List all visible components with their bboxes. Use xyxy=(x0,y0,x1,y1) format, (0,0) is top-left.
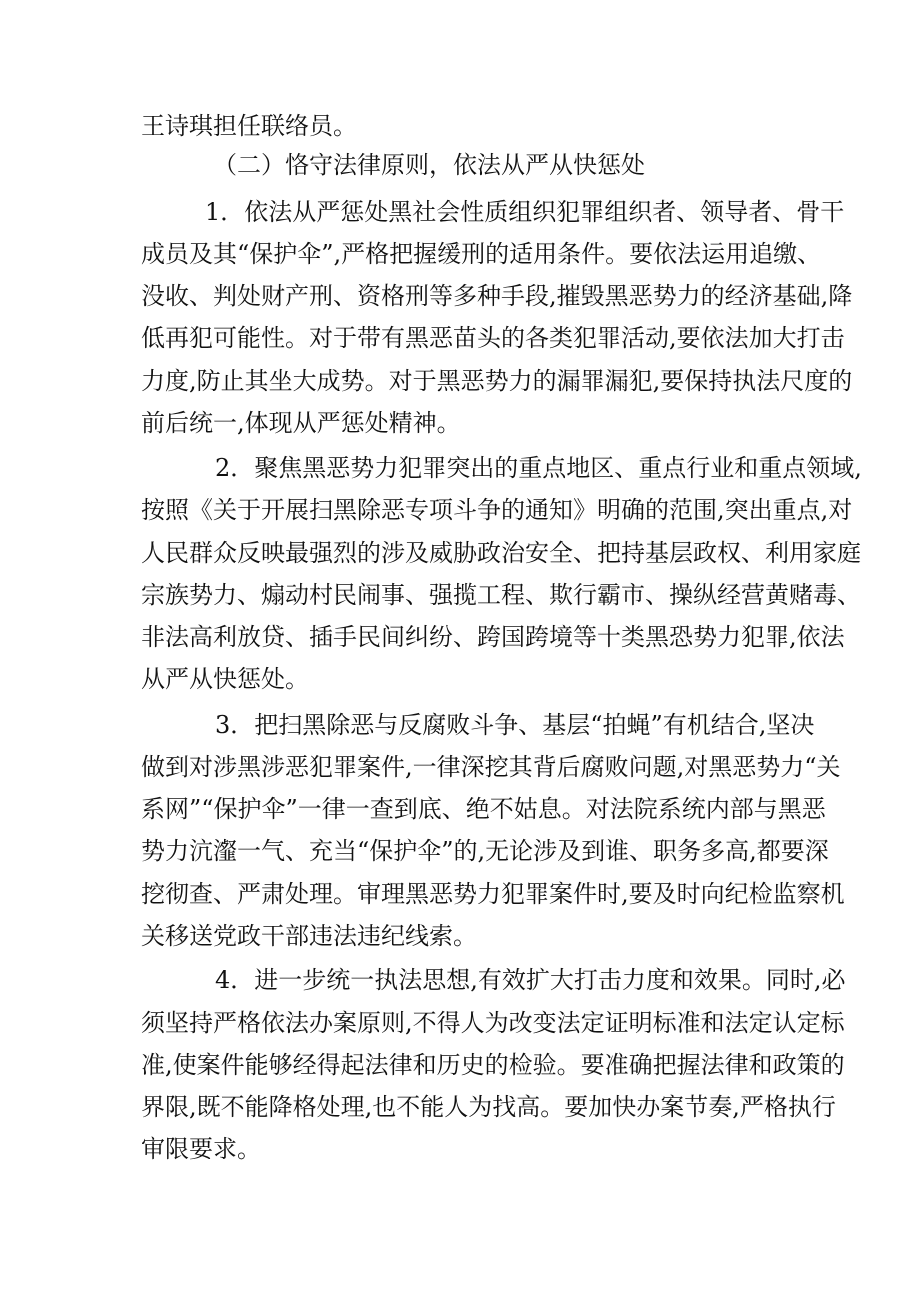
paragraph-line: 低再犯可能性。对于带有黑恶苗头的各类犯罪活动,要依法加大打击 xyxy=(141,324,845,352)
paragraph-line: 审限要求。 xyxy=(141,1135,261,1163)
paragraph-line: 系网”“保护伞”一律一查到底、绝不姑息。对法院系统内部与黑恶 xyxy=(141,795,826,823)
paragraph-line: 准,使案件能够经得起法律和历史的检验。要准确把握法律和政策的 xyxy=(141,1051,845,1079)
paragraph-line: 势力沆瀣一气、充当“保护伞”的,无论涉及到谁、职务多高,都要深 xyxy=(141,837,829,865)
paragraph-line: 非法高利放贷、插手民间纠纷、跨国跨境等十类黑恐势力犯罪,依法 xyxy=(141,623,845,651)
paragraph-line: 没收、判处财产刑、资格刑等多种手段,摧毁黑恶势力的经济基础,降 xyxy=(141,282,853,310)
paragraph-line: 做到对涉黑涉恶犯罪案件,一律深挖其背后腐败问题,对黑恶势力“关 xyxy=(141,753,841,781)
paragraph-line: 力度,防止其坐大成势。对于黑恶势力的漏罪漏犯,要保持执法尺度的 xyxy=(141,367,853,395)
paragraph-line: 挖彻查、严肃处理。审理黑恶势力犯罪案件时,要及时向纪检监察机 xyxy=(141,880,845,908)
paragraph-line: 须坚持严格依法办案原则,不得人为改变法定证明标准和法定认定标 xyxy=(141,1009,845,1037)
paragraph-line: 4．进一步统一执法思想,有效扩大打击力度和效果。同时,必 xyxy=(215,966,846,994)
paragraph-line: 1．依法从严惩处黑社会性质组织犯罪组织者、领导者、骨干 xyxy=(205,198,845,226)
paragraph-line: 成员及其“保护伞”,严格把握缓刑的适用条件。要依法运用追缴、 xyxy=(141,240,822,268)
continuation-line: 王诗琪担任联络员。 xyxy=(141,112,357,140)
paragraph-line: 宗族势力、煽动村民闹事、强揽工程、欺行霸市、操纵经营黄赌毒、 xyxy=(141,581,861,609)
section-heading: （二）恪守法律原则，依法从严从快惩处 xyxy=(213,151,645,179)
paragraph-line: 前后统一,体现从严惩处精神。 xyxy=(141,409,461,437)
paragraph-line: 人民群众反映最强烈的涉及威胁政治安全、把持基层政权、利用家庭 xyxy=(141,539,861,567)
paragraph-line: 界限,既不能降格处理,也不能人为找高。要加快办案节奏,严格执行 xyxy=(141,1093,836,1121)
paragraph-line: 关移送党政干部违法违纪线索。 xyxy=(141,922,477,950)
paragraph-line: 按照《关于开展扫黑除恶专项斗争的通知》明确的范围,突出重点,对 xyxy=(141,496,853,524)
paragraph-line: 从严从快惩处。 xyxy=(141,665,309,693)
paragraph-line: 3．把扫黑除恶与反腐败斗争、基层“拍蝇”有机结合,坚决 xyxy=(215,711,815,739)
paragraph-line: 2．聚焦黑恶势力犯罪突出的重点地区、重点行业和重点领域, xyxy=(215,454,862,482)
